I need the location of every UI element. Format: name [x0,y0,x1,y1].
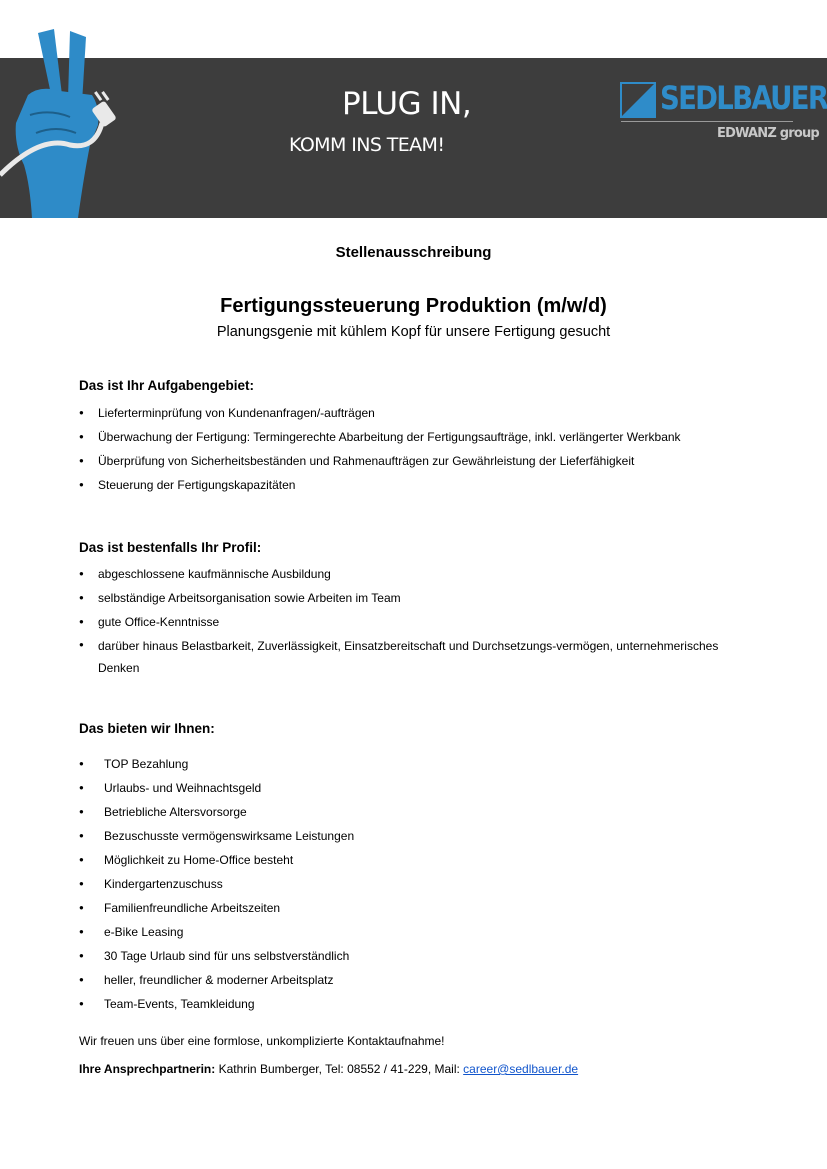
list-item: ● Urlaubs- und Weihnachtsgeld [79,776,759,800]
closing-text: Wir freuen uns über eine formlose, unkomplizierte Kontaktaufnahme! [79,1034,445,1048]
list-item: ● Team-Events, Teamkleidung [79,992,759,1016]
job-title: Fertigungssteuerung Produktion (m/w/d) [220,295,607,317]
list-item: ● Bezuschusste vermögenswirksame Leistungen [79,824,759,848]
victory-hand-icon [0,25,140,218]
tasks-list [79,401,759,497]
list-item: ● Betriebliche Altersvorsorge [79,800,759,824]
profile-list [79,562,749,679]
list-item: ● gute Office-Kenntnisse [79,610,749,634]
list-item: ● Familienfreundliche Arbeitszeiten [79,896,759,920]
list-item: ● darüber hinaus Belastbarkeit, Zuverlässigkeit, Einsatzbereitschaft und Durchsetzungs-vermögen, unternehmerisches Denken [79,634,749,679]
list-item: ● Kindergartenzuschuss [79,872,759,896]
list-item: ● e-Bike Leasing [79,920,759,944]
contact-details: Kathrin Bumberger, Tel: 08552 / 41-229, Mail: [215,1062,464,1076]
tasks-heading: Das ist Ihr Aufgabengebiet: [79,378,255,393]
slogan-line-2: KOMM INS TEAM! [289,134,445,156]
offer-list [79,752,759,1016]
profile-heading: Das ist bestenfalls Ihr Profil: [79,540,262,555]
list-item: ● Lieferterminprüfung von Kundenanfragen/-aufträgen [79,401,759,425]
slogan-line-1: PLUG IN, [342,86,472,122]
list-item: ● Überprüfung von Sicherheitsbeständen und Rahmenaufträgen zur Gewährleistung der Lieferfähigkeit [79,449,759,473]
list-item: ● 30 Tage Urlaub sind für uns selbstverständlich [79,944,759,968]
offer-heading: Das bieten wir Ihnen: [79,721,215,736]
list-item: ● heller, freundlicher & moderner Arbeitsplatz [79,968,759,992]
job-subtitle: Planungsgenie mit kühlem Kopf für unsere Fertigung gesucht [216,324,611,340]
list-item: ● selbständige Arbeitsorganisation sowie Arbeiten im Team [79,586,749,610]
list-item: ● Möglichkeit zu Home-Office besteht [79,848,759,872]
list-item: ● TOP Bezahlung [79,752,759,776]
contact-label: Ihre Ansprechpartnerin: [79,1062,216,1076]
list-item: ● Überwachung der Fertigung: Termingerechte Abarbeitung der Fertigungsaufträge, inkl. verlängerter Werkbank [79,425,759,449]
list-item: ● abgeschlossene kaufmännische Ausbildung [79,562,749,586]
contact-line [79,1062,578,1076]
logo-divider [621,121,793,122]
company-logo-name: SEDLBAUER [660,79,827,117]
list-item: ● Steuerung der Fertigungskapazitäten [79,473,759,497]
company-logo-subtitle: EDWANZ group [717,126,819,141]
document-type: Stellenausschreibung [335,244,492,261]
contact-email-link[interactable]: career@sedlbauer.de [463,1062,579,1076]
